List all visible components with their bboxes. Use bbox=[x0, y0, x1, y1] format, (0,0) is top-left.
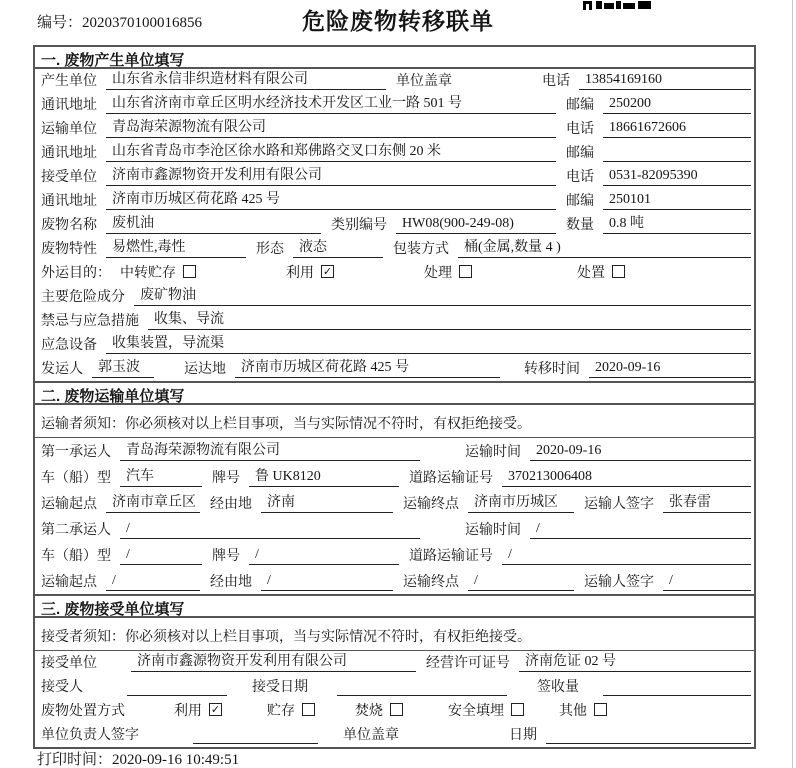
field-label: 转移时间 bbox=[524, 362, 580, 377]
field-value: / bbox=[120, 547, 202, 565]
page-edge-line bbox=[792, 0, 793, 768]
field-label: 电话 bbox=[566, 122, 594, 137]
form-row bbox=[35, 438, 754, 464]
field-value: 废机油 bbox=[106, 212, 321, 234]
field-label: 道路运输证号 bbox=[409, 549, 493, 564]
field-label: 接受单位 bbox=[41, 170, 97, 185]
field-value bbox=[603, 145, 751, 162]
field-label: 运输终点 bbox=[403, 497, 459, 512]
form-row bbox=[35, 699, 754, 723]
field-value: 济南市章丘区 bbox=[106, 491, 200, 513]
section-waste-receiver bbox=[35, 594, 754, 747]
field-value: 济南市历城区荷花路 425 号 bbox=[235, 356, 500, 378]
form-row bbox=[35, 309, 754, 333]
field-value: / bbox=[663, 573, 751, 591]
form-row bbox=[35, 141, 754, 165]
field-value: 汽车 bbox=[120, 465, 202, 487]
section-title: 二. 废物运输单位填写 bbox=[35, 383, 754, 405]
field-label: 接受日期 bbox=[252, 680, 308, 695]
checkbox-checked-icon: ✓ bbox=[322, 265, 333, 278]
field-value: 济南危证 02 号 bbox=[519, 650, 751, 672]
checkbox-empty-icon bbox=[302, 703, 315, 716]
checkbox bbox=[577, 262, 625, 282]
field-label: 第一承运人 bbox=[41, 445, 111, 460]
form-row bbox=[35, 651, 754, 675]
field-label: 签收量 bbox=[537, 680, 579, 695]
section-title: 一. 废物产生单位填写 bbox=[35, 47, 754, 69]
field-value: 2020-09-16 bbox=[589, 360, 751, 378]
form-row bbox=[35, 723, 754, 747]
checkbox bbox=[559, 700, 607, 720]
field-label: 通讯地址 bbox=[41, 146, 97, 161]
field-value: 废矿物油 bbox=[134, 284, 751, 306]
field-value: 山东省济南市章丘区明水经济技术开发区工业一路 501 号 bbox=[106, 92, 556, 114]
form-row bbox=[35, 69, 754, 93]
checkbox-label: 处置 bbox=[577, 266, 605, 281]
field-label: 禁忌与应急措施 bbox=[41, 314, 139, 329]
field-label: 形态 bbox=[256, 242, 284, 257]
checkbox-label: 安全填埋 bbox=[448, 704, 504, 719]
field-value: 13854169160 bbox=[579, 72, 751, 90]
field-value: 18661672606 bbox=[603, 120, 751, 138]
field-label: 接受人 bbox=[41, 680, 83, 695]
field-value bbox=[127, 679, 227, 696]
form-row bbox=[35, 516, 754, 542]
checkbox bbox=[267, 700, 315, 720]
field-label: 运输起点 bbox=[41, 497, 97, 512]
field-label: 车（船）型 bbox=[41, 549, 111, 564]
field-value: 山东省青岛市李沧区徐水路和郑佛路交叉口东侧 20 米 bbox=[106, 140, 556, 162]
field-label: 道路运输证号 bbox=[409, 471, 493, 486]
checkbox-label: 利用 bbox=[174, 704, 202, 719]
checkbox-label: 焚烧 bbox=[355, 704, 383, 719]
checkbox-empty-icon bbox=[511, 703, 524, 716]
form-row bbox=[35, 464, 754, 490]
checkbox-empty-icon bbox=[390, 703, 403, 716]
field-value bbox=[546, 727, 751, 744]
field-value: 0.8 吨 bbox=[603, 212, 751, 234]
form-row bbox=[35, 333, 754, 357]
field-value: 液态 bbox=[293, 236, 383, 258]
checkbox bbox=[286, 262, 334, 282]
field-label: 经由地 bbox=[210, 575, 252, 590]
field-value: 青岛海荣源物流有限公司 bbox=[106, 116, 556, 138]
field-label: 单位负责人签字 bbox=[41, 728, 139, 743]
checkbox-empty-icon bbox=[612, 265, 625, 278]
field-value: 0531-82095390 bbox=[603, 168, 751, 186]
field-value: 易燃性,毒性 bbox=[106, 236, 246, 258]
checkbox bbox=[355, 700, 403, 720]
field-value: 济南市历城区荷花路 425 号 bbox=[106, 188, 556, 210]
form-row bbox=[35, 357, 754, 381]
checkbox-checked-icon: ✓ bbox=[210, 703, 221, 716]
checkbox bbox=[120, 262, 196, 282]
field-label: 运输人签字 bbox=[584, 497, 654, 512]
field-label: 类别编号 bbox=[331, 218, 387, 233]
checkbox-label: 其他 bbox=[559, 704, 587, 719]
section-waste-transporter bbox=[35, 381, 754, 594]
form-row bbox=[35, 490, 754, 516]
form-row bbox=[35, 285, 754, 309]
field-label: 运输时间 bbox=[465, 523, 521, 538]
form-row bbox=[35, 237, 754, 261]
field-value: / bbox=[106, 573, 200, 591]
field-value bbox=[337, 679, 507, 696]
field-value: / bbox=[502, 547, 751, 565]
form-row bbox=[35, 189, 754, 213]
field-value: 济南 bbox=[261, 491, 393, 513]
field-label: 通讯地址 bbox=[41, 98, 97, 113]
print-time-label: 打印时间： bbox=[37, 752, 113, 768]
field-label: 接受单位 bbox=[41, 656, 97, 671]
form-row bbox=[35, 568, 754, 594]
checkbox-label: 处理 bbox=[424, 266, 452, 281]
section-waste-generator bbox=[35, 47, 754, 381]
field-label: 运达地 bbox=[184, 362, 226, 377]
field-label: 废物名称 bbox=[41, 218, 97, 233]
doc-number-value: 2020370100016856 bbox=[82, 15, 203, 31]
field-value: 2020-09-16 bbox=[530, 443, 751, 461]
field-label: 日期 bbox=[509, 728, 537, 743]
notice-text: 接受者须知：你必须核对以上栏目事项，当与实际情况不符时，有权拒绝接受。 bbox=[35, 618, 754, 651]
print-time bbox=[37, 748, 239, 768]
field-value: 张春雷 bbox=[663, 491, 751, 513]
field-label: 第二承运人 bbox=[41, 523, 111, 538]
field-label: 主要危险成分 bbox=[41, 290, 125, 305]
static-text: 单位盖章 bbox=[396, 74, 452, 89]
checkbox bbox=[174, 700, 222, 720]
field-label: 邮编 bbox=[566, 146, 594, 161]
field-label: 运输终点 bbox=[403, 575, 459, 590]
field-value: 青岛海荣源物流有限公司 bbox=[120, 439, 420, 461]
notice-text: 运输者须知：你必须核对以上栏目事项，当与实际情况不符时，有权拒绝接受。 bbox=[35, 405, 754, 438]
form-row bbox=[35, 542, 754, 568]
field-label: 废物处置方式 bbox=[41, 704, 125, 719]
field-label: 车（船）型 bbox=[41, 471, 111, 486]
field-label: 应急设备 bbox=[41, 338, 97, 353]
field-label: 电话 bbox=[542, 74, 570, 89]
form-row bbox=[35, 261, 754, 285]
field-value: 济南市历城区 bbox=[468, 491, 574, 513]
form-row bbox=[35, 213, 754, 237]
field-label: 运输人签字 bbox=[584, 575, 654, 590]
field-label: 牌号 bbox=[212, 549, 240, 564]
field-value: 鲁 UK8120 bbox=[249, 465, 399, 487]
field-value: / bbox=[120, 521, 420, 539]
manifest-table bbox=[33, 45, 756, 749]
form-row bbox=[35, 117, 754, 141]
field-value: 370213006408 bbox=[502, 469, 751, 487]
form-row bbox=[35, 165, 754, 189]
form-row bbox=[35, 93, 754, 117]
field-label: 发运人 bbox=[41, 362, 83, 377]
field-value: 收集、导流 bbox=[148, 308, 751, 330]
doc-number-label: 编号： bbox=[37, 15, 83, 31]
field-label: 外运目的： bbox=[41, 266, 111, 281]
field-value: 济南市鑫源物资开发利用有限公司 bbox=[106, 164, 556, 186]
field-label: 包装方式 bbox=[393, 242, 449, 257]
checkbox-label: 贮存 bbox=[267, 704, 295, 719]
qr-code-fragment bbox=[583, 0, 651, 10]
field-value: 桶(金属,数量 4 ) bbox=[458, 236, 751, 258]
static-text: 单位盖章 bbox=[343, 728, 399, 743]
field-label: 数量 bbox=[566, 218, 594, 233]
field-label: 运输单位 bbox=[41, 122, 97, 137]
field-label: 产生单位 bbox=[41, 74, 97, 89]
field-value: / bbox=[530, 521, 751, 539]
field-value: / bbox=[249, 547, 399, 565]
checkbox bbox=[424, 262, 472, 282]
checkbox-empty-icon bbox=[459, 265, 472, 278]
checkbox bbox=[448, 700, 524, 720]
field-value bbox=[193, 727, 318, 744]
section-title: 三. 废物接受单位填写 bbox=[35, 596, 754, 618]
field-value: 山东省永信非织造材料有限公司 bbox=[106, 68, 386, 90]
field-value: 济南市鑫源物资开发利用有限公司 bbox=[131, 650, 416, 672]
field-label: 经由地 bbox=[210, 497, 252, 512]
field-label: 废物特性 bbox=[41, 242, 97, 257]
field-value: 郭玉波 bbox=[92, 356, 154, 378]
field-label: 运输时间 bbox=[465, 445, 521, 460]
field-label: 邮编 bbox=[566, 194, 594, 209]
checkbox-empty-icon bbox=[183, 265, 196, 278]
field-value: / bbox=[261, 573, 393, 591]
checkbox-empty-icon bbox=[594, 703, 607, 716]
field-value: HW08(900-249-08) bbox=[396, 216, 556, 234]
field-label: 通讯地址 bbox=[41, 194, 97, 209]
field-label: 经营许可证号 bbox=[426, 656, 510, 671]
field-value: 250200 bbox=[603, 96, 751, 114]
page-title: 危险废物转移联单 bbox=[302, 8, 494, 34]
field-label: 运输起点 bbox=[41, 575, 97, 590]
field-label: 牌号 bbox=[212, 471, 240, 486]
print-time-value: 2020-09-16 10:49:51 bbox=[112, 752, 240, 768]
field-label: 电话 bbox=[566, 170, 594, 185]
field-value: 收集装置，导流渠 bbox=[106, 332, 751, 354]
field-label: 邮编 bbox=[566, 98, 594, 113]
field-value bbox=[603, 679, 751, 696]
form-row bbox=[35, 675, 754, 699]
checkbox-label: 利用 bbox=[286, 266, 314, 281]
field-value: 250101 bbox=[603, 192, 751, 210]
field-value: / bbox=[468, 573, 574, 591]
checkbox-label: 中转贮存 bbox=[120, 266, 176, 281]
